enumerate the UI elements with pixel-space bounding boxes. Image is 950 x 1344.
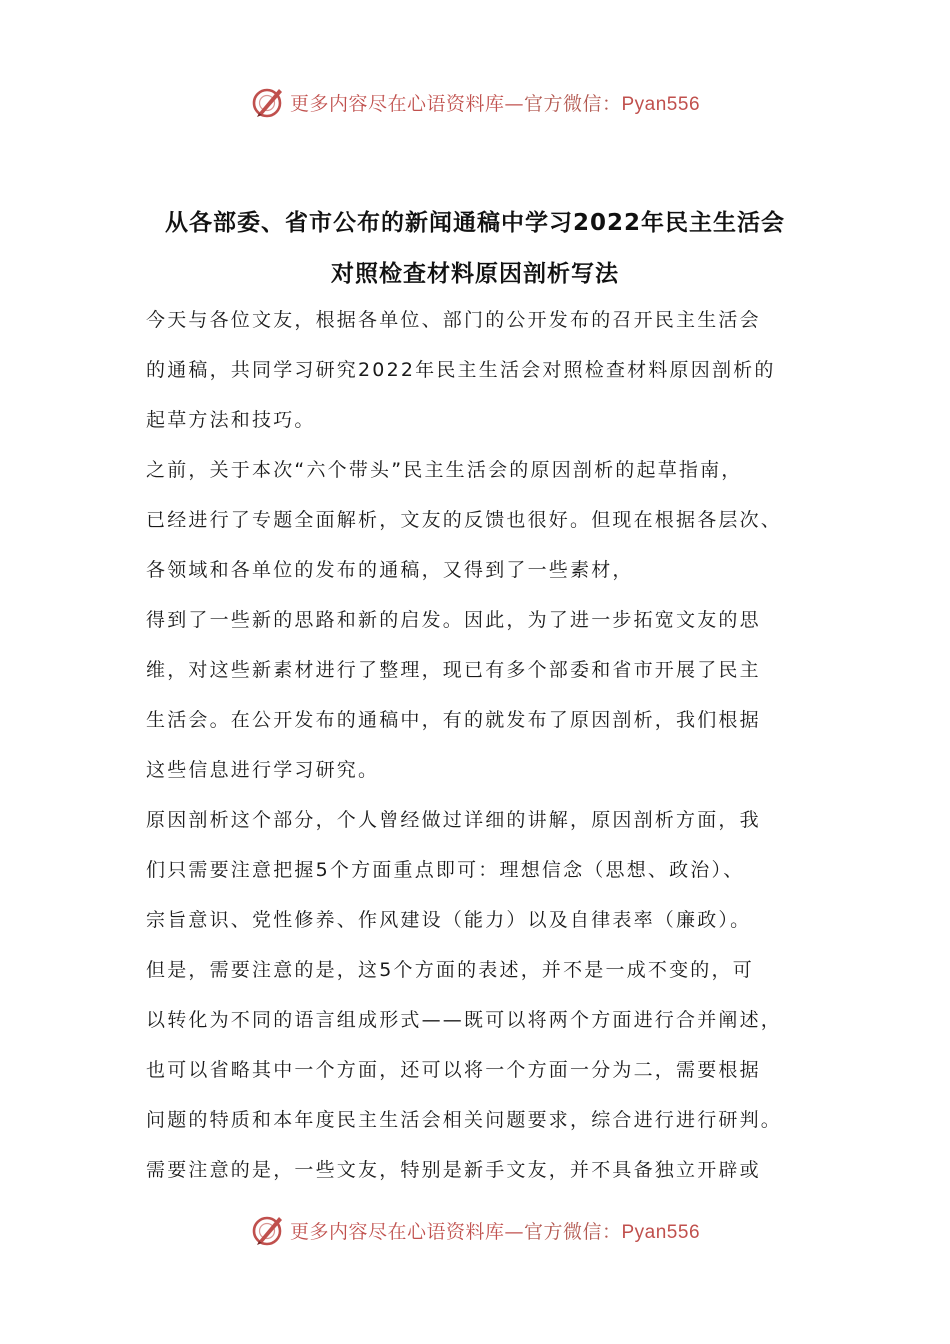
watermark-text: 更多内容尽在心语资料库—官方微信：Pyan556 bbox=[289, 1220, 701, 1243]
body-line: 需要注意的是，一些文友，特别是新手文友，并不具备独立开辟或 bbox=[146, 1159, 761, 1181]
body-line: 也可以省略其中一个方面，还可以将一个方面一分为二，需要根据 bbox=[146, 1059, 761, 1081]
body-line: 宗旨意识、党性修养、作风建设（能力）以及自律表率（廉政）。 bbox=[146, 909, 752, 931]
document-body bbox=[146, 300, 836, 1200]
watermark-banner-top bbox=[0, 82, 950, 122]
body-line: 之前，关于本次“六个带头”民主生活会的原因剖析的起草指南， bbox=[146, 459, 743, 481]
watermark-banner-bottom bbox=[0, 1210, 950, 1250]
watermark-text: 更多内容尽在心语资料库—官方微信：Pyan556 bbox=[289, 92, 701, 115]
body-line: 原因剖析这个部分，个人曾经做过详细的讲解，原因剖析方面，我 bbox=[146, 809, 761, 831]
body-line: 起草方法和技巧。 bbox=[146, 409, 316, 431]
body-line: 但是，需要注意的是，这5个方面的表述，并不是一成不变的，可 bbox=[146, 959, 754, 981]
document-title-line-2: 对照检查材料原因剖析写法 bbox=[331, 261, 619, 287]
pen-logo-icon bbox=[250, 1212, 286, 1248]
body-line: 已经进行了专题全面解析，文友的反馈也很好。但现在根据各层次、 bbox=[146, 509, 783, 531]
document-title-line-1: 从各部委、省市公布的新闻通稿中学习2022年民主生活会 bbox=[164, 210, 785, 236]
body-line: 生活会。在公开发布的通稿中，有的就发布了原因剖析，我们根据 bbox=[146, 709, 761, 731]
body-line: 维，对这些新素材进行了整理，现已有多个部委和省市开展了民主 bbox=[146, 659, 761, 681]
body-line: 以转化为不同的语言组成形式——既可以将两个方面进行合并阐述， bbox=[146, 1009, 783, 1031]
body-line: 今天与各位文友，根据各单位、部门的公开发布的召开民主生活会 bbox=[146, 309, 761, 331]
body-line: 的通稿，共同学习研究2022年民主生活会对照检查材料原因剖析的 bbox=[146, 359, 776, 381]
body-line: 各领域和各单位的发布的通稿，又得到了一些素材， bbox=[146, 559, 634, 581]
pen-logo-icon bbox=[250, 84, 286, 120]
body-line: 这些信息进行学习研究。 bbox=[146, 759, 380, 781]
body-line: 们只需要注意把握5个方面重点即可：理想信念（思想、政治）、 bbox=[146, 859, 745, 881]
body-line: 问题的特质和本年度民主生活会相关问题要求，综合进行进行研判。 bbox=[146, 1109, 783, 1131]
body-line: 得到了一些新的思路和新的启发。因此，为了进一步拓宽文友的思 bbox=[146, 609, 761, 631]
